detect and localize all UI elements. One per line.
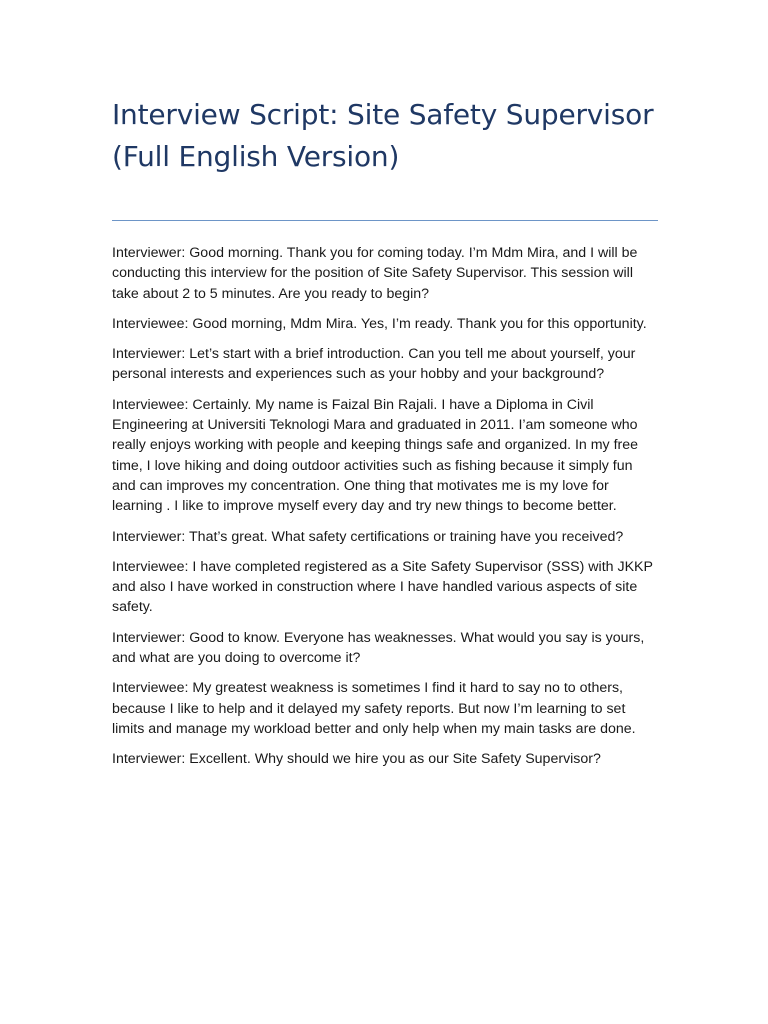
paragraph-interviewer-hire-question: Interviewer: Excellent. Why should we hire you as our Site Safety Supervisor? bbox=[112, 751, 601, 768]
transcript-body bbox=[112, 243, 660, 780]
paragraph-interviewee-certification: Interviewee: I have completed registered as a Site Safety Supervisor (SSS) with JKKP and also I have worked in construction where I have handled various aspects of site safety. bbox=[112, 558, 661, 616]
title-line-1: Interview Script: Site Safety Supervisor bbox=[112, 98, 654, 131]
page-title bbox=[112, 94, 672, 178]
paragraph-interviewer-weakness-question: Interviewer: Good to know. Everyone has weaknesses. What would you say is yours, and what are you doing to overcome it? bbox=[112, 629, 649, 667]
paragraph-interviewer-greeting: Interviewer: Good morning. Thank you for coming today. I’m Mdm Mira, and I will be conducting this interview for the position of Site Safety Supervisor. This session will take about 2 to 5 minutes. Are you ready to begin? bbox=[112, 245, 642, 302]
paragraph-interviewee-weakness: Interviewee: My greatest weakness is sometimes I find it hard to say no to others, because I like to help and it delayed my safety reports. But now I’m learning to set limits and manage my workload better and only help when my main tasks are done. bbox=[112, 680, 636, 737]
title-line-2: (Full English Version) bbox=[112, 140, 400, 173]
paragraph-interviewer-certification-question: Interviewer: That’s great. What safety certifications or training have you received? bbox=[112, 528, 624, 545]
paragraph-interviewer-introduction-question: Interviewer: Let’s start with a brief introduction. Can you tell me about yourself, your personal interests and experiences such as your hobby and your background? bbox=[112, 346, 640, 383]
paragraph-interviewee-greeting: Interviewee: Good morning, Mdm Mira. Yes, I’m ready. Thank you for this opportunity. bbox=[112, 315, 647, 332]
title-divider bbox=[112, 220, 658, 221]
paragraph-interviewee-introduction: Interviewee: Certainly. My name is Faizal Bin Rajali. I have a Diploma in Civil Engineering at Universiti Teknologi Mara and graduated in 2011. I’am someone who really enjoys working with people and keeping things safe and organized. In my free time, I love hiking and doing outdoor activities such as fishing because it simply fun and can improves my concentration. One thing that motivates me is my love for learning . I like to improve myself every day and try new things to become better. bbox=[112, 396, 642, 515]
